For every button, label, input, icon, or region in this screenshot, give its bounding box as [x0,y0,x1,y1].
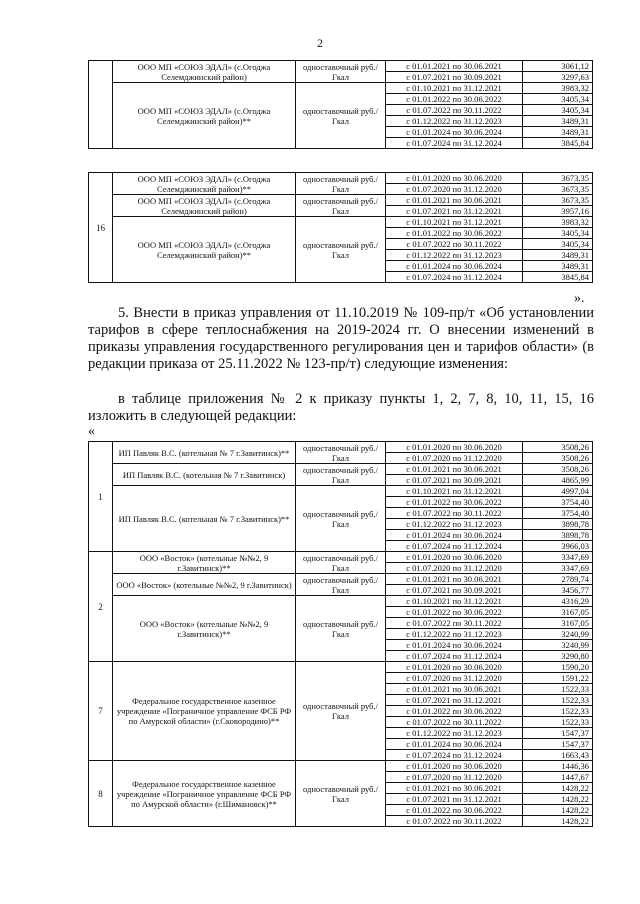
tariff-value-cell: 3845,84 [523,272,593,283]
organization-cell: ИП Павляк В.С. (котельная № 7 г.Завитинск)** [113,442,296,464]
tariff-value-cell: 3489,31 [523,250,593,261]
table-row [89,486,593,497]
period-cell: с 01.01.2024 по 30.06.2024 [386,530,523,541]
tariff-value-cell: 4316,29 [523,596,593,607]
table-row [89,195,593,206]
period-cell: с 01.01.2021 по 30.06.2021 [386,684,523,695]
period-cell: с 01.01.2022 по 30.06.2022 [386,497,523,508]
period-cell: с 01.01.2022 по 30.06.2022 [386,805,523,816]
tariff-value-cell: 3898,78 [523,530,593,541]
period-cell: с 01.01.2022 по 30.06.2022 [386,607,523,618]
period-cell: с 01.01.2024 по 30.06.2024 [386,127,523,138]
tariff-value-cell: 3167,05 [523,618,593,629]
period-cell: с 01.07.2022 по 30.11.2022 [386,105,523,116]
tariff-value-cell: 3297,63 [523,72,593,83]
tariff-value-cell: 1663,43 [523,750,593,761]
period-cell: с 01.07.2021 по 31.12.2021 [386,794,523,805]
tariff-value-cell: 3983,32 [523,217,593,228]
closing-quote: ». [574,291,585,306]
table-row [89,574,593,585]
tariff-value-cell: 3405,34 [523,94,593,105]
period-cell: с 01.12.2022 по 31.12.2023 [386,629,523,640]
tariff-type-cell: одноставочный руб./Гкал [296,195,386,217]
tariff-value-cell: 1591,22 [523,673,593,684]
tariff-table-appendix-2 [88,441,593,827]
organization-cell: ООО МП «СОЮЗ ЭДАЛ» (с.Огоджа Селемджинский район)** [113,83,296,149]
period-cell: с 01.07.2020 по 31.12.2020 [386,772,523,783]
tariff-value-cell: 3405,34 [523,105,593,116]
period-cell: с 01.10.2021 по 31.12.2021 [386,83,523,94]
tariff-value-cell: 3489,31 [523,261,593,272]
period-cell: с 01.07.2024 по 31.12.2024 [386,750,523,761]
tariff-type-cell: одноставочный руб./Гкал [296,662,386,761]
item-number-cell: 1 [89,442,113,552]
organization-cell: ООО «Восток» (котельные №№2, 9 г.Завитинск)** [113,596,296,662]
period-cell: с 01.12.2022 по 31.12.2023 [386,728,523,739]
tariff-value-cell: 3508,26 [523,442,593,453]
period-cell: с 01.01.2024 по 30.06.2024 [386,739,523,750]
tariff-value-cell: 3754,40 [523,497,593,508]
tariff-value-cell: 3456,77 [523,585,593,596]
tariff-value-cell: 3240,99 [523,629,593,640]
period-cell: с 01.07.2022 по 30.11.2022 [386,508,523,519]
item-number-cell: 8 [89,761,113,827]
tariff-value-cell: 3673,35 [523,195,593,206]
period-cell: с 01.01.2022 по 30.06.2022 [386,706,523,717]
period-cell: с 01.07.2024 по 31.12.2024 [386,651,523,662]
tariff-type-cell: одноставочный руб./Гкал [296,442,386,464]
period-cell: с 01.07.2020 по 31.12.2020 [386,184,523,195]
period-cell: с 01.10.2021 по 31.12.2021 [386,486,523,497]
tariff-value-cell: 3347,69 [523,563,593,574]
tariff-value-cell: 1522,33 [523,706,593,717]
organization-cell: ООО МП «СОЮЗ ЭДАЛ» (с.Огоджа Селемджинский район) [113,195,296,217]
organization-cell: ООО МП «СОЮЗ ЭДАЛ» (с.Огоджа Селемджинский район)** [113,217,296,283]
tariff-value-cell: 3167,05 [523,607,593,618]
period-cell: с 01.01.2020 по 30.06.2020 [386,442,523,453]
period-cell: с 01.07.2020 по 31.12.2020 [386,673,523,684]
period-cell: с 01.07.2022 по 30.11.2022 [386,618,523,629]
tariff-value-cell: 1428,22 [523,816,593,827]
period-cell: с 01.01.2022 по 30.06.2022 [386,228,523,239]
period-cell: с 01.01.2021 по 30.06.2021 [386,195,523,206]
period-cell: с 01.07.2021 по 31.12.2021 [386,206,523,217]
tariff-value-cell: 3845,84 [523,138,593,149]
tariff-value-cell: 3966,03 [523,541,593,552]
period-cell: с 01.07.2022 по 30.11.2022 [386,816,523,827]
period-cell: с 01.01.2020 по 30.06.2020 [386,173,523,184]
table-row [89,596,593,607]
tariff-value-cell: 3061,12 [523,61,593,72]
tariff-value-cell: 3347,69 [523,552,593,563]
tariff-value-cell: 3673,35 [523,184,593,195]
table-row [89,442,593,453]
period-cell: с 01.01.2021 по 30.06.2021 [386,783,523,794]
organization-cell: ООО МП «СОЮЗ ЭДАЛ» (с.Огоджа Селемджинский район)** [113,173,296,195]
tariff-value-cell: 3754,40 [523,508,593,519]
period-cell: с 01.12.2022 по 31.12.2023 [386,116,523,127]
tariff-value-cell: 4997,04 [523,486,593,497]
page-number: 2 [317,36,323,50]
tariff-value-cell: 3508,26 [523,464,593,475]
period-cell: с 01.07.2021 по 31.12.2021 [386,695,523,706]
table-row [89,761,593,772]
period-cell: с 01.01.2021 по 30.06.2021 [386,574,523,585]
organization-cell: Федеральное государственное казенное учреждение «Пограничное управление ФСБ РФ по Амурской области» (г.Шимановск)** [113,761,296,827]
organization-cell: ООО МП «СОЮЗ ЭДАЛ» (с.Огоджа Селемджинский район) [113,61,296,83]
period-cell: с 01.10.2021 по 31.12.2021 [386,596,523,607]
tariff-value-cell: 3508,26 [523,453,593,464]
period-cell: с 01.01.2021 по 30.06.2021 [386,61,523,72]
period-cell: с 01.07.2024 по 31.12.2024 [386,138,523,149]
tariff-value-cell: 3290,80 [523,651,593,662]
tariff-value-cell: 1428,22 [523,783,593,794]
organization-cell: ООО «Восток» (котельные №№2, 9 г.Завитинск) [113,574,296,596]
table-row [89,464,593,475]
period-cell: с 01.01.2022 по 30.06.2022 [386,94,523,105]
table-row [89,83,593,94]
tariff-value-cell: 3957,16 [523,206,593,217]
period-cell: с 01.07.2020 по 31.12.2020 [386,563,523,574]
tariff-type-cell: одноставочный руб./Гкал [296,596,386,662]
period-cell: с 01.07.2022 по 30.11.2022 [386,717,523,728]
period-cell: с 01.10.2021 по 31.12.2021 [386,217,523,228]
tariff-value-cell: 3489,31 [523,116,593,127]
period-cell: с 01.01.2021 по 30.06.2021 [386,464,523,475]
tariff-value-cell: 3898,78 [523,519,593,530]
paragraph-amendment-5: 5. Внести в приказ управления от 11.10.2019 № 109-пр/т «Об установлении тарифов в сфере теплоснабжения на 2019-2024 гг. О внесении изменений в приказы управления государственного регулирования цен и тарифов области» (в редакции приказа от 25.11.2022 № 123-пр/т) следующие изменения: [88,305,594,372]
period-cell: с 01.07.2021 по 30.09.2021 [386,585,523,596]
organization-cell: Федеральное государственное казенное учреждение «Пограничное управление ФСБ РФ по Амурской области» (г.Сковородино)** [113,662,296,761]
organization-cell: ИП Павляк В.С. (котельная № 7 г.Завитинск) [113,464,296,486]
opening-quote: « [88,424,95,439]
organization-cell: ИП Павляк В.С. (котельная № 7 г.Завитинск)** [113,486,296,552]
period-cell: с 01.01.2020 по 30.06.2020 [386,761,523,772]
table-row [89,173,593,184]
tariff-value-cell: 3983,32 [523,83,593,94]
tariff-type-cell: одноставочный руб./Гкал [296,574,386,596]
tariff-value-cell: 1428,22 [523,794,593,805]
tariff-value-cell: 4865,99 [523,475,593,486]
tariff-value-cell: 3240,99 [523,640,593,651]
period-cell: с 01.01.2024 по 30.06.2024 [386,640,523,651]
period-cell: с 01.07.2021 по 30.09.2021 [386,72,523,83]
period-cell: с 01.12.2022 по 31.12.2023 [386,519,523,530]
tariff-type-cell: одноставочный руб./Гкал [296,486,386,552]
tariff-value-cell: 3405,34 [523,239,593,250]
period-cell: с 01.12.2022 по 31.12.2023 [386,250,523,261]
tariff-value-cell: 1428,22 [523,805,593,816]
period-cell: с 01.07.2024 по 31.12.2024 [386,272,523,283]
tariff-type-cell: одноставочный руб./Гкал [296,761,386,827]
tariff-value-cell: 3405,34 [523,228,593,239]
period-cell: с 01.01.2024 по 30.06.2024 [386,261,523,272]
tariff-value-cell: 1522,33 [523,695,593,706]
paragraph-table-instruction: в таблице приложения № 2 к приказу пункты 1, 2, 7, 8, 10, 11, 15, 16 изложить в следующей редакции: [88,391,594,424]
tariff-value-cell: 2789,74 [523,574,593,585]
item-number-cell: 7 [89,662,113,761]
tariff-value-cell: 3673,35 [523,173,593,184]
period-cell: с 01.01.2020 по 30.06.2020 [386,552,523,563]
item-number-cell: 16 [89,173,113,283]
tariff-table-item-16 [88,172,593,283]
organization-cell: ООО «Восток» (котельные №№2, 9 г.Завитинск)** [113,552,296,574]
tariff-value-cell: 1522,33 [523,717,593,728]
tariff-value-cell: 1446,36 [523,761,593,772]
tariff-value-cell: 1547,37 [523,739,593,750]
table-row [89,61,593,72]
table-row [89,662,593,673]
tariff-table-top [88,60,593,149]
period-cell: с 01.07.2021 по 30.09.2021 [386,475,523,486]
tariff-value-cell: 1447,67 [523,772,593,783]
period-cell: с 01.01.2020 по 30.06.2020 [386,662,523,673]
tariff-value-cell: 1547,37 [523,728,593,739]
tariff-type-cell: одноставочный руб./Гкал [296,61,386,83]
tariff-type-cell: одноставочный руб./Гкал [296,173,386,195]
tariff-value-cell: 1522,33 [523,684,593,695]
item-number-cell: 2 [89,552,113,662]
tariff-type-cell: одноставочный руб./Гкал [296,464,386,486]
tariff-type-cell: одноставочный руб./Гкал [296,83,386,149]
tariff-value-cell: 3489,31 [523,127,593,138]
period-cell: с 01.07.2022 по 30.11.2022 [386,239,523,250]
item-number-cell [89,61,113,149]
tariff-type-cell: одноставочный руб./Гкал [296,552,386,574]
tariff-type-cell: одноставочный руб./Гкал [296,217,386,283]
table-row [89,552,593,563]
tariff-value-cell: 1590,20 [523,662,593,673]
period-cell: с 01.07.2024 по 31.12.2024 [386,541,523,552]
table-row [89,217,593,228]
period-cell: с 01.07.2020 по 31.12.2020 [386,453,523,464]
